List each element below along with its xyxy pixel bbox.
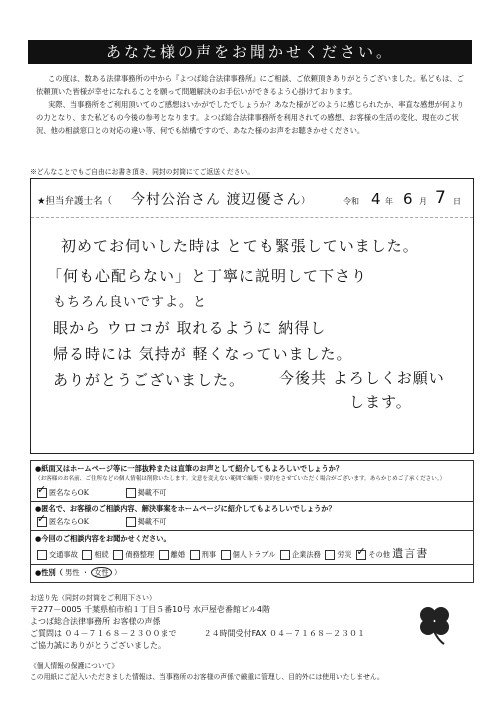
privacy-notice: [30, 661, 384, 683]
page-title: あなた様の声をお聞かせください。: [28, 40, 472, 64]
handwritten-line: 今後共 よろしくお願い: [279, 369, 445, 387]
checkbox-no-publish[interactable]: [126, 517, 136, 527]
handwritten-line: 眼から ウロコが 取れるように 納得し: [53, 319, 327, 337]
date-year-unit: 年: [385, 197, 393, 206]
privacy-heading: 《個人情報の保護について》: [30, 662, 119, 670]
gender-female-circled[interactable]: 女性: [91, 567, 111, 578]
option-other: その他: [368, 550, 390, 559]
gender-dot: ・: [81, 568, 90, 577]
gender-close: ）: [114, 568, 122, 577]
handwritten-line: ありがとうございました。: [53, 371, 246, 389]
checkbox-personal[interactable]: [221, 550, 231, 560]
intro-text: [36, 72, 466, 137]
gender-male[interactable]: 男性: [65, 568, 80, 577]
handwritten-line: 「何も心配らない」と丁寧に説明して下さり: [47, 267, 368, 285]
address-heading: お送り先（同封の封筒をご利用下さい）: [30, 594, 156, 602]
handwritten-line: 帰る時には 気持が 軽くなっていました。: [53, 345, 353, 363]
privacy-body: この用紙にご記入いただきました情報は、当事務所のお客様の声係で厳重に管理し、目的外には使用いたしません。: [30, 673, 384, 681]
attorney-close: ）: [301, 196, 311, 207]
option-inheritance: 相続: [94, 550, 109, 559]
question-1-sub: （お客様のお名前、ご住所などの個人情報は削除いたします。文意を変えない範囲で編集・要約をさせていただく場合がございます。あらかじめご了承ください。）: [35, 476, 446, 482]
option-anonymous-ok: 匿名ならOK: [49, 517, 90, 526]
question-2: [30, 500, 474, 531]
question-1-options: [37, 487, 166, 498]
checkbox-criminal[interactable]: [190, 550, 200, 560]
checkbox-anonymous-ok[interactable]: [37, 488, 47, 498]
option-traffic: 交通事故: [49, 550, 78, 559]
address-thanks: ご協力誠にありがとうございました。: [30, 641, 166, 650]
checkbox-debt[interactable]: [113, 550, 123, 560]
option-workers-comp: 労災: [337, 550, 352, 559]
date-month-unit: 月: [419, 197, 427, 206]
question-3: [30, 530, 474, 565]
option-no-publish: 掲載不可: [137, 517, 167, 526]
question-2-options: [37, 516, 166, 527]
checkbox-other[interactable]: [356, 550, 366, 560]
handwritten-line: 初めてお伺いした時は とても緊張していました。: [61, 237, 419, 255]
checkbox-traffic[interactable]: [37, 550, 47, 560]
option-divorce: 離婚: [170, 550, 186, 559]
gender-row: [30, 564, 474, 583]
option-criminal: 刑事: [201, 550, 217, 559]
option-debt: 債務整理: [125, 550, 155, 559]
option-personal: 個人トラブル: [232, 550, 276, 559]
comment-box-header: [31, 179, 473, 217]
gender-label: ●性別（: [35, 568, 63, 577]
divider: [31, 217, 473, 218]
attorney-names: 今村公治さん 渡辺優さん: [131, 192, 302, 208]
clover-icon: [410, 598, 460, 648]
address-postal: 〒277－0005 千葉県柏市柏１丁目５番10号 水戸屋壱番館ビル4階: [30, 605, 270, 614]
mailing-address: [30, 592, 365, 652]
question-1: [30, 460, 474, 502]
option-corporate: 企業法務: [292, 550, 321, 559]
date-month: 6: [403, 190, 414, 208]
question-3-options: [37, 548, 428, 560]
address-contact: [30, 628, 365, 640]
checkbox-corporate[interactable]: [280, 550, 290, 560]
address-questions: ご質問は ０４－７１６８－２３００まで: [30, 629, 177, 638]
intro-paragraph-2: 実際、当事務所をご利用頂いてのご感想はいかがでしたでしょうか？あなた様がどのように感じられたか、率直な感想が何よりの力となり、また私どもの今後の参考となります。よつば総合法律事務所を利用されての感想、お客様の生活の変化、現在のご状況、他の相談窓口との対応の違い等、何でも結構ですので、あなた様のお声をお聴きかせください。: [36, 100, 464, 135]
checkbox-workers-comp[interactable]: [325, 550, 335, 560]
gender-options: [35, 567, 121, 578]
checkbox-anonymous-ok[interactable]: [37, 517, 47, 527]
date-day: 7: [435, 188, 447, 208]
other-handwritten: 遺言書: [392, 547, 429, 560]
checkbox-inheritance[interactable]: [82, 550, 92, 560]
comment-box: [30, 178, 474, 454]
attorney-label: ★担当弁護士名（: [37, 196, 113, 207]
question-3-text: ●今回のご相談内容をお聞かせください。: [35, 534, 171, 543]
handwritten-line: します。: [349, 393, 412, 411]
option-anonymous-ok: 匿名ならOK: [49, 488, 90, 497]
address-fax: ２４時間受付FAX ０４－７１６８－２３０１: [203, 629, 366, 638]
checkbox-no-publish[interactable]: [126, 488, 136, 498]
intro-paragraph-1: この度は、数ある法律事務所の中から『よつば総合法律事務所』にご相談、ご依頼頂きありがとうございました。私どもは、ご依頼頂いた皆様が幸せになれることを願って問題解決のお手伝いができるよう心掛けております。: [36, 74, 464, 96]
address-office: よつば総合法律事務所 お客様の声係: [30, 617, 161, 626]
instruction-note: ※どんなことでもご自由にお書き頂き、同封の封筒にてご返送ください。: [30, 168, 255, 176]
option-no-publish: 掲載不可: [137, 488, 167, 497]
date-era: 令和: [343, 197, 359, 206]
question-1-text: ●紙面又はホームページ等に一部抜粋または直筆のお声として紹介してもよろしいでしょうか？: [35, 464, 344, 473]
date-day-unit: 日: [453, 197, 461, 206]
date-year: 4: [371, 190, 382, 208]
handwritten-line: もちろん良いですよ。と: [53, 295, 208, 310]
checkbox-divorce[interactable]: [159, 550, 169, 560]
question-2-text: ●匿名で、お客様のご相談内容、解決事案をホームページに紹介してもよろしいでしょうか？: [35, 504, 336, 513]
